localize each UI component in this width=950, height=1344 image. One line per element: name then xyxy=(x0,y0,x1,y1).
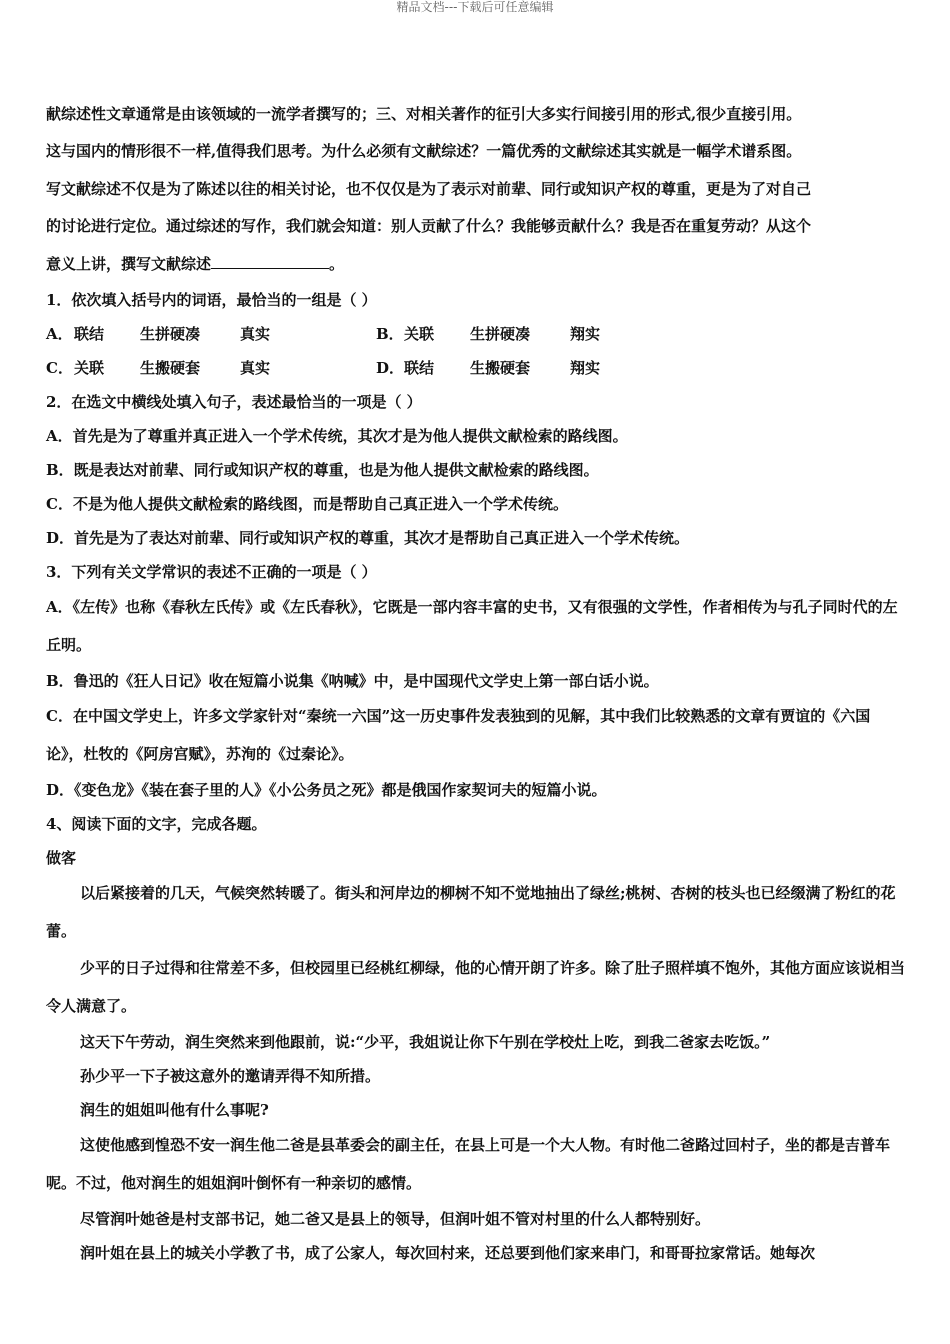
option-c: C．不是为他人提供文献检索的路线图，而是帮助自己真正进入一个学术传统。 xyxy=(46,495,568,514)
option-d: D．《变色龙》《装在套子里的人》《小公务员之死》都是俄国作家契诃夫的短篇小说。 xyxy=(46,781,607,800)
intro-line: 这与国内的情形很不一样,值得我们思考。为什么必须有文献综述？一篇优秀的文献综述其实就是一幅学术谱系图。 xyxy=(46,142,802,161)
passage-paragraph: 润生的姐姐叫他有什么事呢? xyxy=(80,1101,269,1120)
option-row xyxy=(46,351,906,385)
option-word: 联结 xyxy=(404,359,435,378)
document-body xyxy=(46,96,906,1270)
option-row xyxy=(46,317,906,351)
option-word: 生搬硬套 xyxy=(140,359,201,378)
passage-paragraph: 孙少平一下子被这意外的邀请弄得不知所措。 xyxy=(80,1067,381,1086)
option-word: 真实 xyxy=(240,359,271,378)
option-b: B．既是表达对前辈、同行或知识产权的尊重，也是为他人提供文献检索的路线图。 xyxy=(46,461,599,480)
passage-paragraph: 少平的日子过得和往常差不多，但校园里已经桃红柳绿，他的心情开朗了许多。除了肚子照样填不饱外，其他方面应该说相当令人满意了。 xyxy=(46,959,906,1015)
option-word: 关联 xyxy=(404,325,435,344)
answer-blank xyxy=(211,256,329,269)
intro-passage xyxy=(46,96,906,283)
question-3 xyxy=(46,555,906,807)
passage-paragraph: 尽管润叶她爸是村支部书记，她二爸又是县上的领导，但润叶姐不管对村里的什么人都特别好。 xyxy=(80,1210,711,1229)
option-a: A．《左传》也称《春秋左氏传》或《左氏春秋》，它既是一部内容丰富的史书，又有很强的文学性，作者相传为与孔子同时代的左丘明。 xyxy=(46,598,898,654)
question-2 xyxy=(46,385,906,555)
option-word: 联结 xyxy=(74,325,105,344)
question-4 xyxy=(46,807,906,1270)
option-c xyxy=(46,351,376,385)
intro-line-last xyxy=(46,246,906,283)
option-label: B． xyxy=(376,325,404,344)
option-label: A． xyxy=(46,325,73,344)
intro-last-suffix: 。 xyxy=(329,254,345,273)
option-word: 生拼硬凑 xyxy=(140,325,201,344)
option-label: C． xyxy=(46,359,73,378)
intro-last-prefix: 意义上讲，撰写文献综述 xyxy=(46,254,212,273)
option-word: 生搬硬套 xyxy=(470,359,531,378)
intro-line: 献综述性文章通常是由该领域的一流学者撰写的；三、对相关著作的征引大多实行间接引用的形式,很少直接引用。 xyxy=(46,105,802,123)
option-b: B．鲁迅的《狂人日记》收在短篇小说集《呐喊》中，是中国现代文学史上第一部白话小说。 xyxy=(46,672,659,691)
passage-paragraph: 这天下午劳动，润生突然来到他跟前，说:“少平，我姐说让你下午别在学校灶上吃，到我二爸家去吃饭。” xyxy=(80,1033,771,1052)
passage-title: 做客 xyxy=(46,849,77,868)
option-a: A．首先是为了尊重并真正进入一个学术传统，其次才是为他人提供文献检索的路线图。 xyxy=(46,427,628,446)
intro-line: 的讨论进行定位。通过综述的写作，我们就会知道：别人贡献了什么？我能够贡献什么？我是否在重复劳动？从这个 xyxy=(46,217,812,236)
option-label: D． xyxy=(376,359,405,378)
option-d: D．首先是为了表达对前辈、同行或知识产权的尊重，其次才是帮助自己真正进入一个学术传统。 xyxy=(46,529,690,548)
option-word: 真实 xyxy=(240,325,271,344)
intro-line: 写文献综述不仅是为了陈述以往的相关讨论，也不仅仅是为了表示对前辈、同行或知识产权的尊重，更是为了对自己 xyxy=(46,179,812,198)
option-d xyxy=(376,351,706,385)
question-stem: 1．依次填入括号内的词语，最恰当的一组是（ ） xyxy=(46,291,377,310)
option-word: 翔实 xyxy=(570,325,601,344)
page-header: 精品文档---下载后可任意编辑 xyxy=(396,0,554,14)
question-stem: 3．下列有关文学常识的表述不正确的一项是（ ） xyxy=(46,563,377,582)
option-b xyxy=(376,317,706,351)
question-stem: 2．在选文中横线处填入句子，表述最恰当的一项是（ ） xyxy=(46,393,422,412)
option-a xyxy=(46,317,376,351)
option-word: 生拼硬凑 xyxy=(470,325,531,344)
question-1 xyxy=(46,283,906,385)
passage-paragraph: 这使他感到惶恐不安一润生他二爸是县革委会的副主任，在县上可是一个大人物。有时他二爸路过回村子，坐的都是吉普车呢。不过，他对润生的姐姐润叶倒怀有一种亲切的感情。 xyxy=(46,1136,891,1192)
question-stem: 4、阅读下面的文字，完成各题。 xyxy=(46,815,267,834)
passage-paragraph: 以后紧接着的几天，气候突然转暖了。街头和河岸边的柳树不知不觉地抽出了绿丝;桃树、杏树的枝头也已经缀满了粉红的花蕾。 xyxy=(46,884,896,940)
option-word: 翔实 xyxy=(570,359,601,378)
option-c: C．在中国文学史上，许多文学家针对“秦统一六国”这一历史事件发表独到的见解，其中我们比较熟悉的文章有贾谊的《六国论》，杜牧的《阿房宫赋》，苏洵的《过秦论》。 xyxy=(46,707,871,763)
passage-paragraph: 润叶姐在县上的城关小学教了书，成了公家人，每次回村来，还总要到他们家来串门，和哥哥拉家常话。她每次 xyxy=(80,1244,816,1263)
option-word: 关联 xyxy=(74,359,105,378)
